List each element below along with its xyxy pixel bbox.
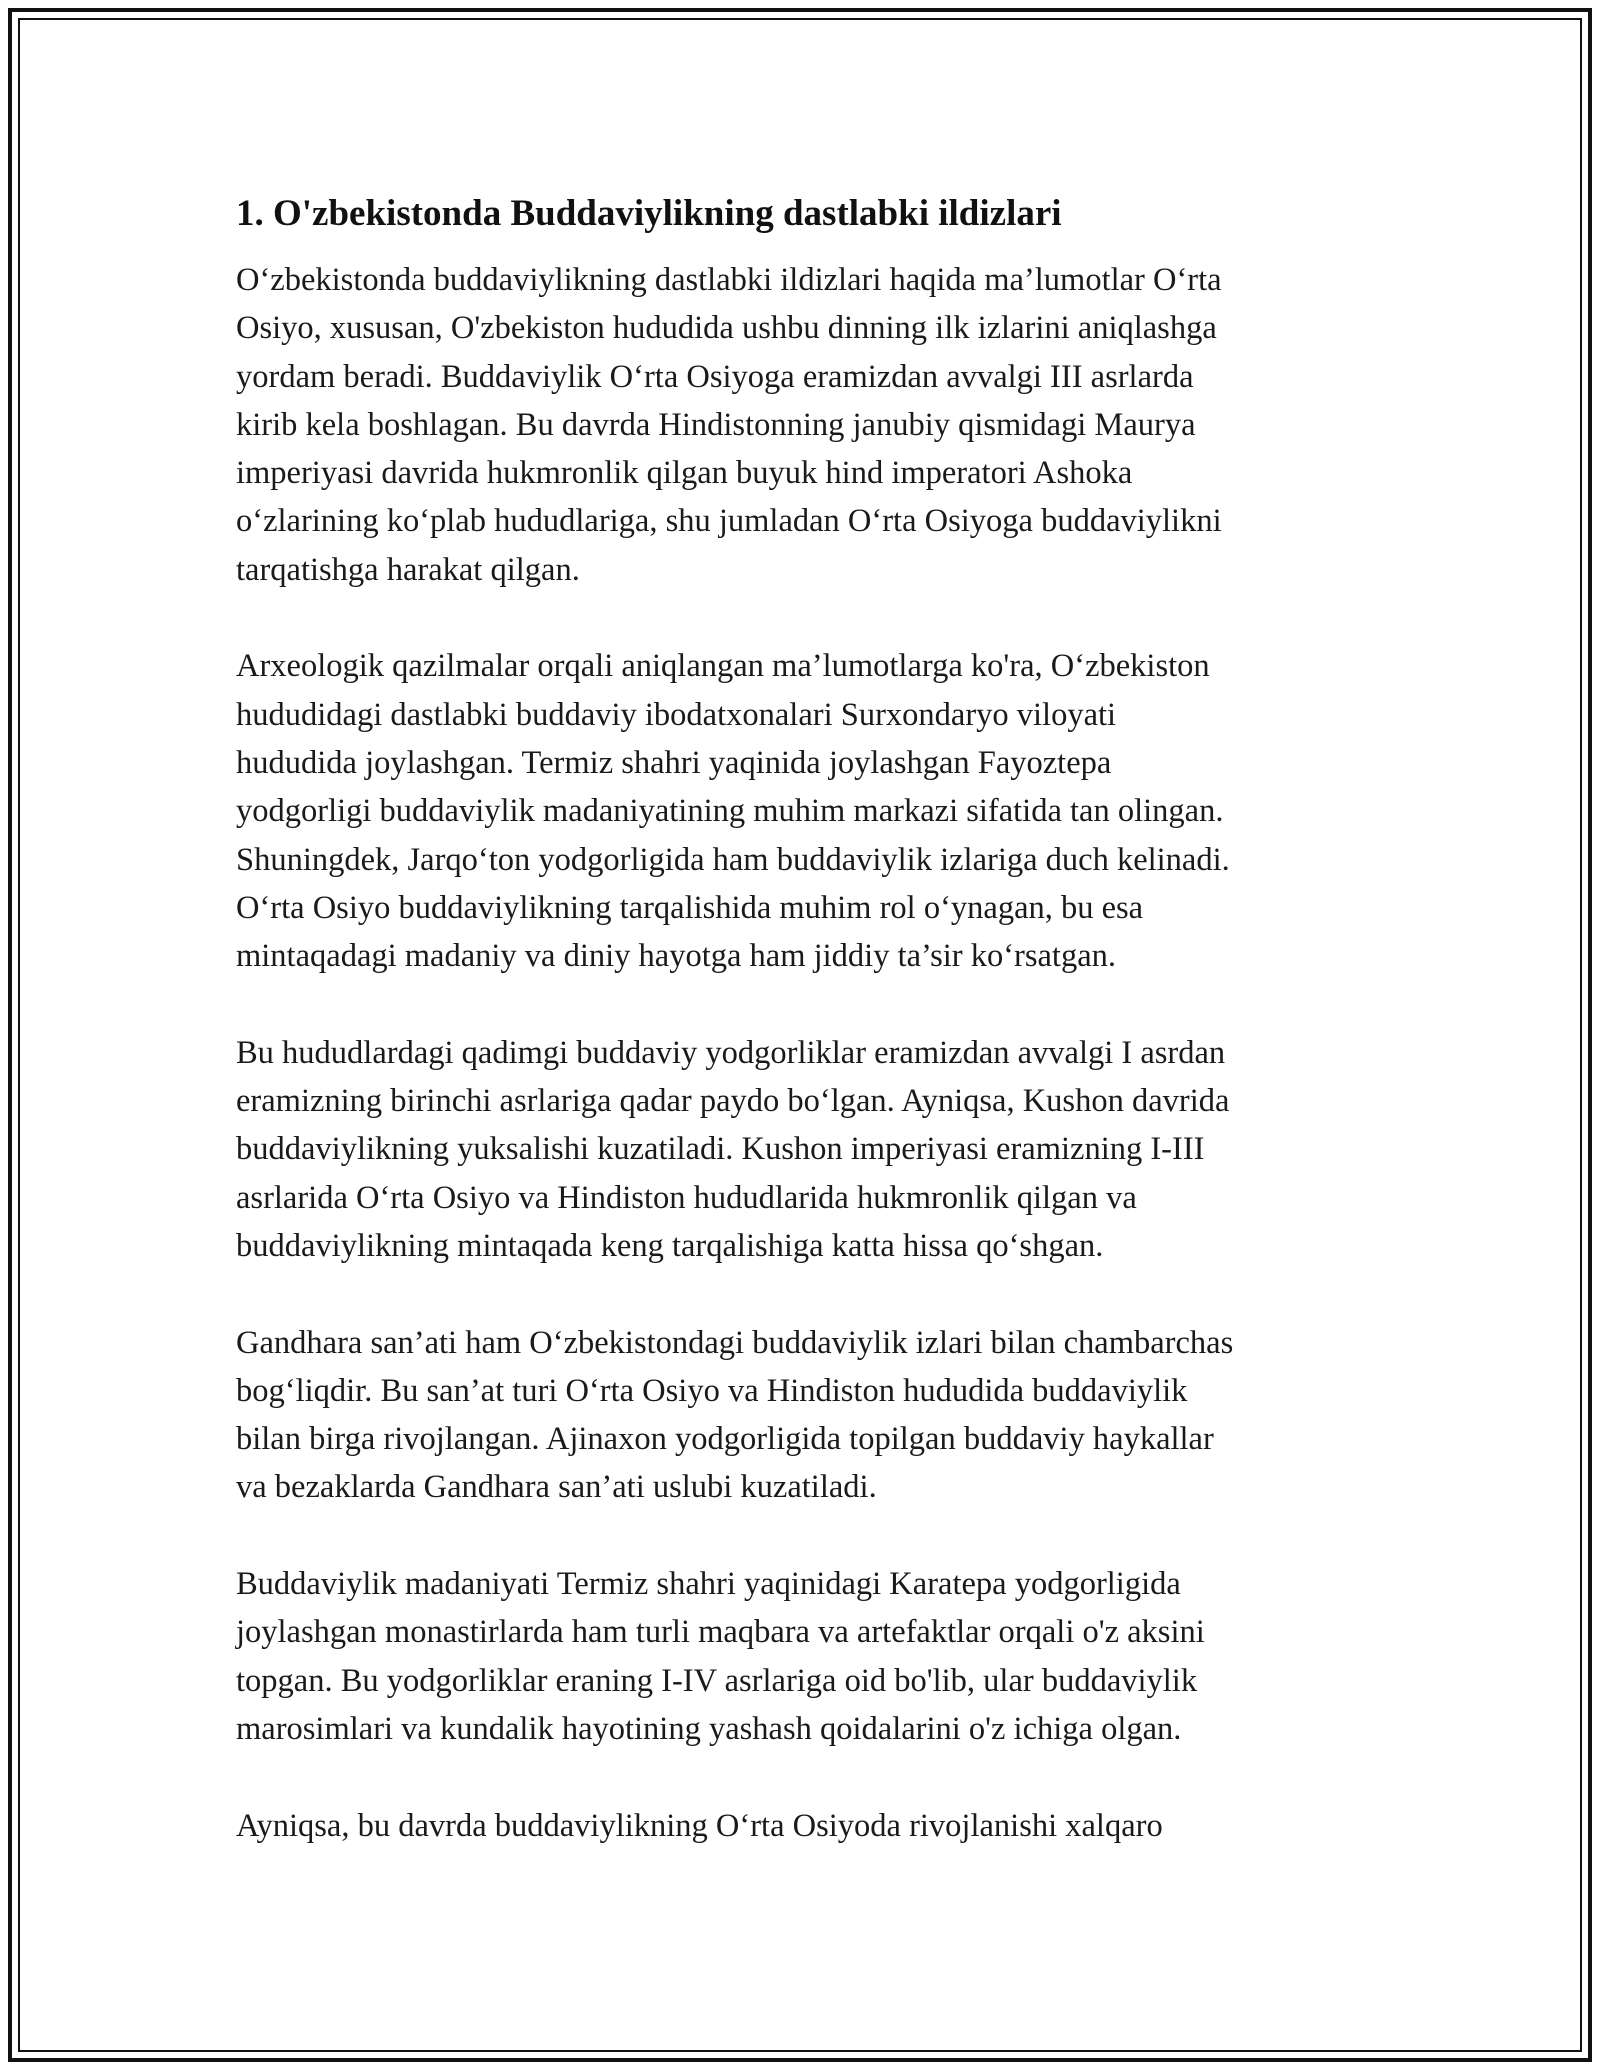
paragraphs-container (236, 256, 1376, 1850)
text-line: yordam beradi. Buddaviylik O‘rta Osiyoga eramizdan avvalgi III asrlarda (236, 358, 1194, 395)
text-line: o‘zlarining ko‘plab hududlariga, shu jumladan O‘rta Osiyoga buddaviylikni (236, 503, 1222, 540)
paragraph (236, 1029, 1376, 1270)
text-line: topgan. Bu yodgorliklar eraning I-IV asrlariga oid bo'lib, ular buddaviylik (236, 1662, 1198, 1699)
paragraph (236, 256, 1376, 594)
text-line: asrlarida O‘rta Osiyo va Hindiston hududlarida hukmronlik qilgan va (236, 1179, 1137, 1216)
section-heading: 1. O'zbekistonda Buddaviylikning dastlabki ildizlari (236, 193, 1062, 234)
text-line: eramizning birinchi asrlariga qadar paydo bo‘lgan. Ayniqsa, Kushon davrida (236, 1083, 1230, 1120)
text-line: Gandhara san’ati ham O‘zbekistondagi buddaviylik izlari bilan chambarchas (236, 1324, 1234, 1361)
text-line: bog‘liqdir. Bu san’at turi O‘rta Osiyo va Hindiston hududida buddaviylik (236, 1372, 1188, 1409)
paragraph (236, 1319, 1376, 1512)
paragraph (236, 1802, 1376, 1850)
text-line: Osiyo, xususan, O'zbekiston hududida ushbu dinning ilk izlarini aniqlashga (236, 310, 1217, 347)
text-line: joylashgan monastirlarda ham turli maqbara va artefaktlar orqali o'z aksini (236, 1614, 1205, 1651)
text-line: hududidagi dastlabki buddaviy ibodatxonalari Surxondaryo viloyati (236, 696, 1117, 733)
paragraph (236, 642, 1376, 980)
text-line: Buddaviylik madaniyati Termiz shahri yaqinidagi Karatepa yodgorligida (236, 1566, 1181, 1603)
text-line: va bezaklarda Gandhara san’ati uslubi kuzatiladi. (236, 1469, 877, 1506)
text-line: yodgorligi buddaviylik madaniyatining muhim markazi sifatida tan olingan. (236, 793, 1224, 830)
text-line: bilan birga rivojlangan. Ajinaxon yodgorligida topilgan buddaviy haykallar (236, 1421, 1214, 1458)
text-line: Shuningdek, Jarqo‘ton yodgorligida ham buddaviylik izlariga duch kelinadi. (236, 841, 1230, 878)
text-line: imperiyasi davrida hukmronlik qilgan buyuk hind imperatori Ashoka (236, 455, 1133, 492)
text-line: Ayniqsa, bu davrda buddaviylikning O‘rta Osiyoda rivojlanishi xalqaro (236, 1807, 1163, 1844)
paragraph (236, 1560, 1376, 1753)
text-line: kirib kela boshlagan. Bu davrda Hindistonning janubiy qismidagi Maurya (236, 406, 1196, 443)
text-line: mintaqadagi madaniy va diniy hayotga ham jiddiy ta’sir ko‘rsatgan. (236, 938, 1116, 975)
document-body (236, 190, 1376, 1898)
text-line: Arxeologik qazilmalar orqali aniqlangan ma’lumotlarga ko'ra, O‘zbekiston (236, 648, 1210, 685)
text-line: marosimlari va kundalik hayotining yashash qoidalarini o'z ichiga olgan. (236, 1710, 1182, 1747)
text-line: hududida joylashgan. Termiz shahri yaqinida joylashgan Fayoztepa (236, 744, 1112, 781)
text-line: O‘zbekistonda buddaviylikning dastlabki ildizlari haqida ma’lumotlar O‘rta (236, 262, 1222, 298)
text-line: tarqatishga harakat qilgan. (236, 551, 580, 588)
text-line: buddaviylikning mintaqada keng tarqalishiga katta hissa qo‘shgan. (236, 1227, 1104, 1264)
text-line: buddaviylikning yuksalishi kuzatiladi. Kushon imperiyasi eramizning I-III (236, 1131, 1205, 1168)
text-line: Bu hududlardagi qadimgi buddaviy yodgorliklar eramizdan avvalgi I asrdan (236, 1034, 1226, 1071)
text-line: O‘rta Osiyo buddaviylikning tarqalishida muhim rol o‘ynagan, bu esa (236, 889, 1144, 926)
